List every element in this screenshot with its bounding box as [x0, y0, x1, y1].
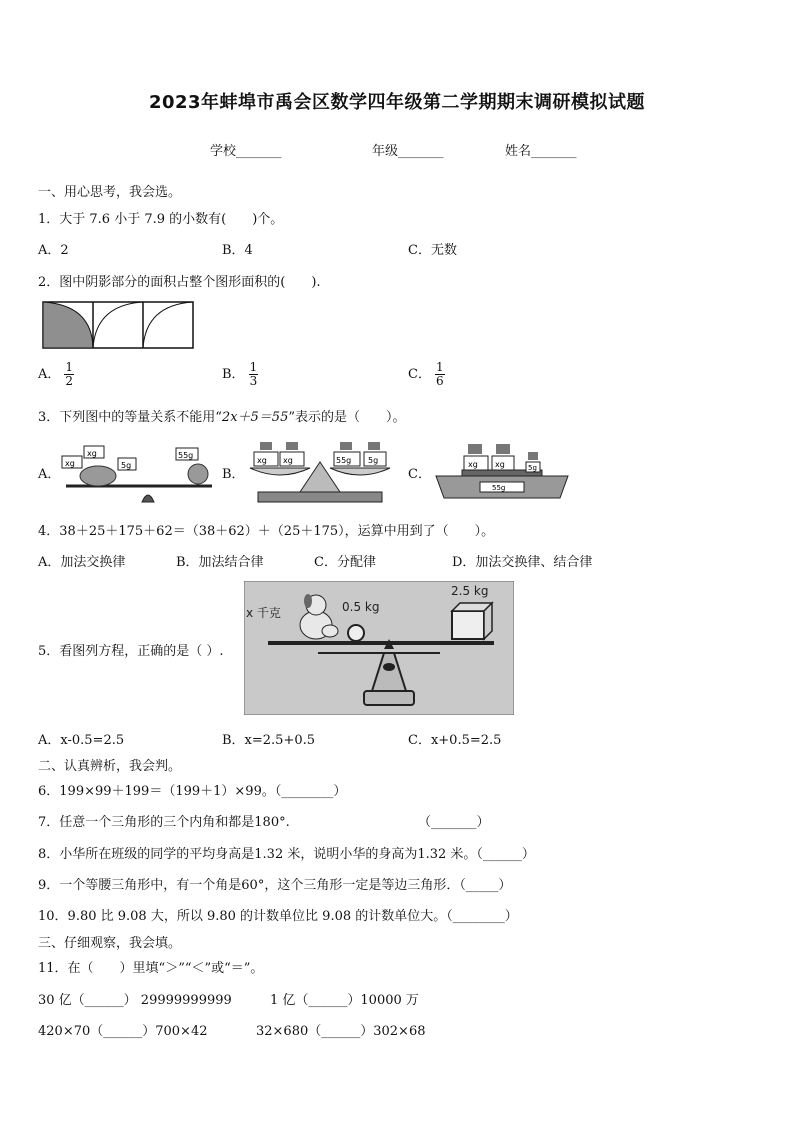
grade-field[interactable]: 年级_______ — [372, 144, 444, 159]
page-title: 2023年蚌埠市禹会区数学四年级第二学期期末调研模拟试题 — [148, 92, 646, 113]
q5-balance-figure — [244, 581, 514, 715]
question-5: 5．看图列方程，正确的是（ ）. — [38, 644, 224, 659]
q3c-weight-1: xg — [468, 460, 478, 469]
q2-a-denominator: 2 — [65, 374, 74, 388]
q5-option-b[interactable]: B．x=2.5+0.5 — [222, 733, 316, 748]
q2-c-numerator: 1 — [435, 360, 444, 374]
q2-shaded-figure — [42, 301, 194, 349]
q3-text-prefix: 3．下列图中的等量关系不能用“ — [38, 410, 222, 425]
q5-option-a[interactable]: A．x-0.5=2.5 — [38, 733, 125, 748]
q2-option-c-label: C． — [408, 367, 431, 382]
q2-option-b-fraction — [249, 361, 259, 388]
q3-figure-a-seesaw — [58, 440, 218, 504]
q3b-weight-4: 5g — [368, 456, 379, 465]
q2-b-denominator: 3 — [249, 374, 258, 388]
school-field[interactable]: 学校_______ — [210, 144, 282, 159]
q3-figure-c-scale — [432, 440, 572, 502]
q3a-weight-1: xg — [65, 459, 75, 468]
q11-compare-3[interactable]: 420×70（______）700×42 — [38, 1024, 208, 1039]
question-1: 1．大于 7.6 小于 7.9 的小数有( )个。 — [38, 212, 284, 227]
question-10: 10．9.80 比 9.08 大，所以 9.80 的计数单位比 9.08 的计数单位大。（________） — [38, 909, 518, 924]
question-7: 7．任意一个三角形的三个内角和都是180°. — [38, 815, 290, 830]
q2-b-numerator: 1 — [249, 360, 258, 374]
q2-option-a[interactable] — [38, 361, 74, 388]
q4-option-a[interactable]: A．加法交换律 — [38, 555, 126, 570]
q11-compare-1[interactable]: 30 亿（______） 29999999999 — [38, 993, 232, 1008]
q11-compare-2[interactable]: 1 亿（______）10000 万 — [270, 993, 419, 1008]
q1-option-b[interactable]: B．4 — [222, 243, 253, 258]
question-2: 2．图中阴影部分的面积占整个图形面积的( ). — [38, 275, 321, 290]
q5-ball-label: 0.5 kg — [342, 600, 380, 614]
name-field[interactable]: 姓名_______ — [505, 144, 577, 159]
q3c-weight-2: xg — [495, 460, 505, 469]
q4-option-d[interactable]: D．加法交换律、结合律 — [452, 555, 593, 570]
q2-a-numerator: 1 — [65, 360, 74, 374]
question-9: 9．一个等腰三角形中，有一个角是60°，这个三角形一定是等边三角形．（_____） — [38, 878, 512, 893]
q4-option-b[interactable]: B．加法结合律 — [176, 555, 264, 570]
q4-option-c[interactable]: C．分配律 — [314, 555, 376, 570]
q3-option-c[interactable]: C． — [408, 467, 431, 482]
q3b-weight-1: xg — [257, 456, 267, 465]
question-4: 4．38＋25＋175＋62＝（38＋62）＋（25＋175），运算中用到了（ ）。 — [38, 524, 495, 539]
question-6: 6．199×99＋199＝（199＋1）×99。（________） — [38, 784, 347, 799]
q3a-weight-2: xg — [87, 449, 97, 458]
q3a-weight-3: 5g — [121, 461, 132, 470]
q2-option-c[interactable] — [408, 361, 445, 388]
section-heading-1: 一、用心思考，我会选。 — [38, 185, 182, 200]
q2-option-b-label: B． — [222, 367, 245, 382]
q1-option-c[interactable]: C．无数 — [408, 243, 457, 258]
question-3 — [38, 406, 406, 425]
q2-option-a-fraction — [64, 361, 74, 388]
q3a-weight-4: 55g — [178, 451, 194, 460]
q2-c-denominator: 6 — [435, 374, 444, 388]
q1-option-a[interactable]: A．2 — [38, 243, 69, 258]
q11-compare-4[interactable]: 32×680（______）302×68 — [256, 1024, 426, 1039]
section-heading-3: 三、仔细观察，我会填。 — [38, 936, 182, 951]
q3-option-a[interactable]: A． — [38, 467, 61, 482]
section-heading-2: 二、认真辨析，我会判。 — [38, 759, 182, 774]
q5-left-label: x 千克 — [246, 606, 281, 620]
q2-option-b[interactable] — [222, 361, 258, 388]
q3c-weight-4: 55g — [492, 484, 506, 492]
q5-option-c[interactable]: C．x+0.5=2.5 — [408, 733, 502, 748]
q3c-weight-3: 5g — [528, 464, 537, 472]
q3-option-b[interactable]: B． — [222, 467, 245, 482]
q3b-weight-2: xg — [283, 456, 293, 465]
question-11: 11．在（ ）里填“＞”“＜”或“＝”。 — [38, 961, 264, 976]
q5-cube-label: 2.5 kg — [451, 584, 489, 598]
q3-equation: 2x＋5＝55 — [221, 410, 289, 425]
q2-option-a-label: A． — [38, 367, 61, 382]
q3-figure-b-balance — [240, 438, 400, 504]
q2-option-c-fraction — [435, 361, 445, 388]
q3-text-suffix: ”表示的是（ ）。 — [288, 410, 406, 425]
q7-answer-blank[interactable]: （_______） — [418, 815, 490, 830]
question-8: 8．小华所在班级的同学的平均身高是1.32 米，说明小华的身高为1.32 米。（______） — [38, 847, 535, 862]
q3b-weight-3: 55g — [336, 456, 352, 465]
